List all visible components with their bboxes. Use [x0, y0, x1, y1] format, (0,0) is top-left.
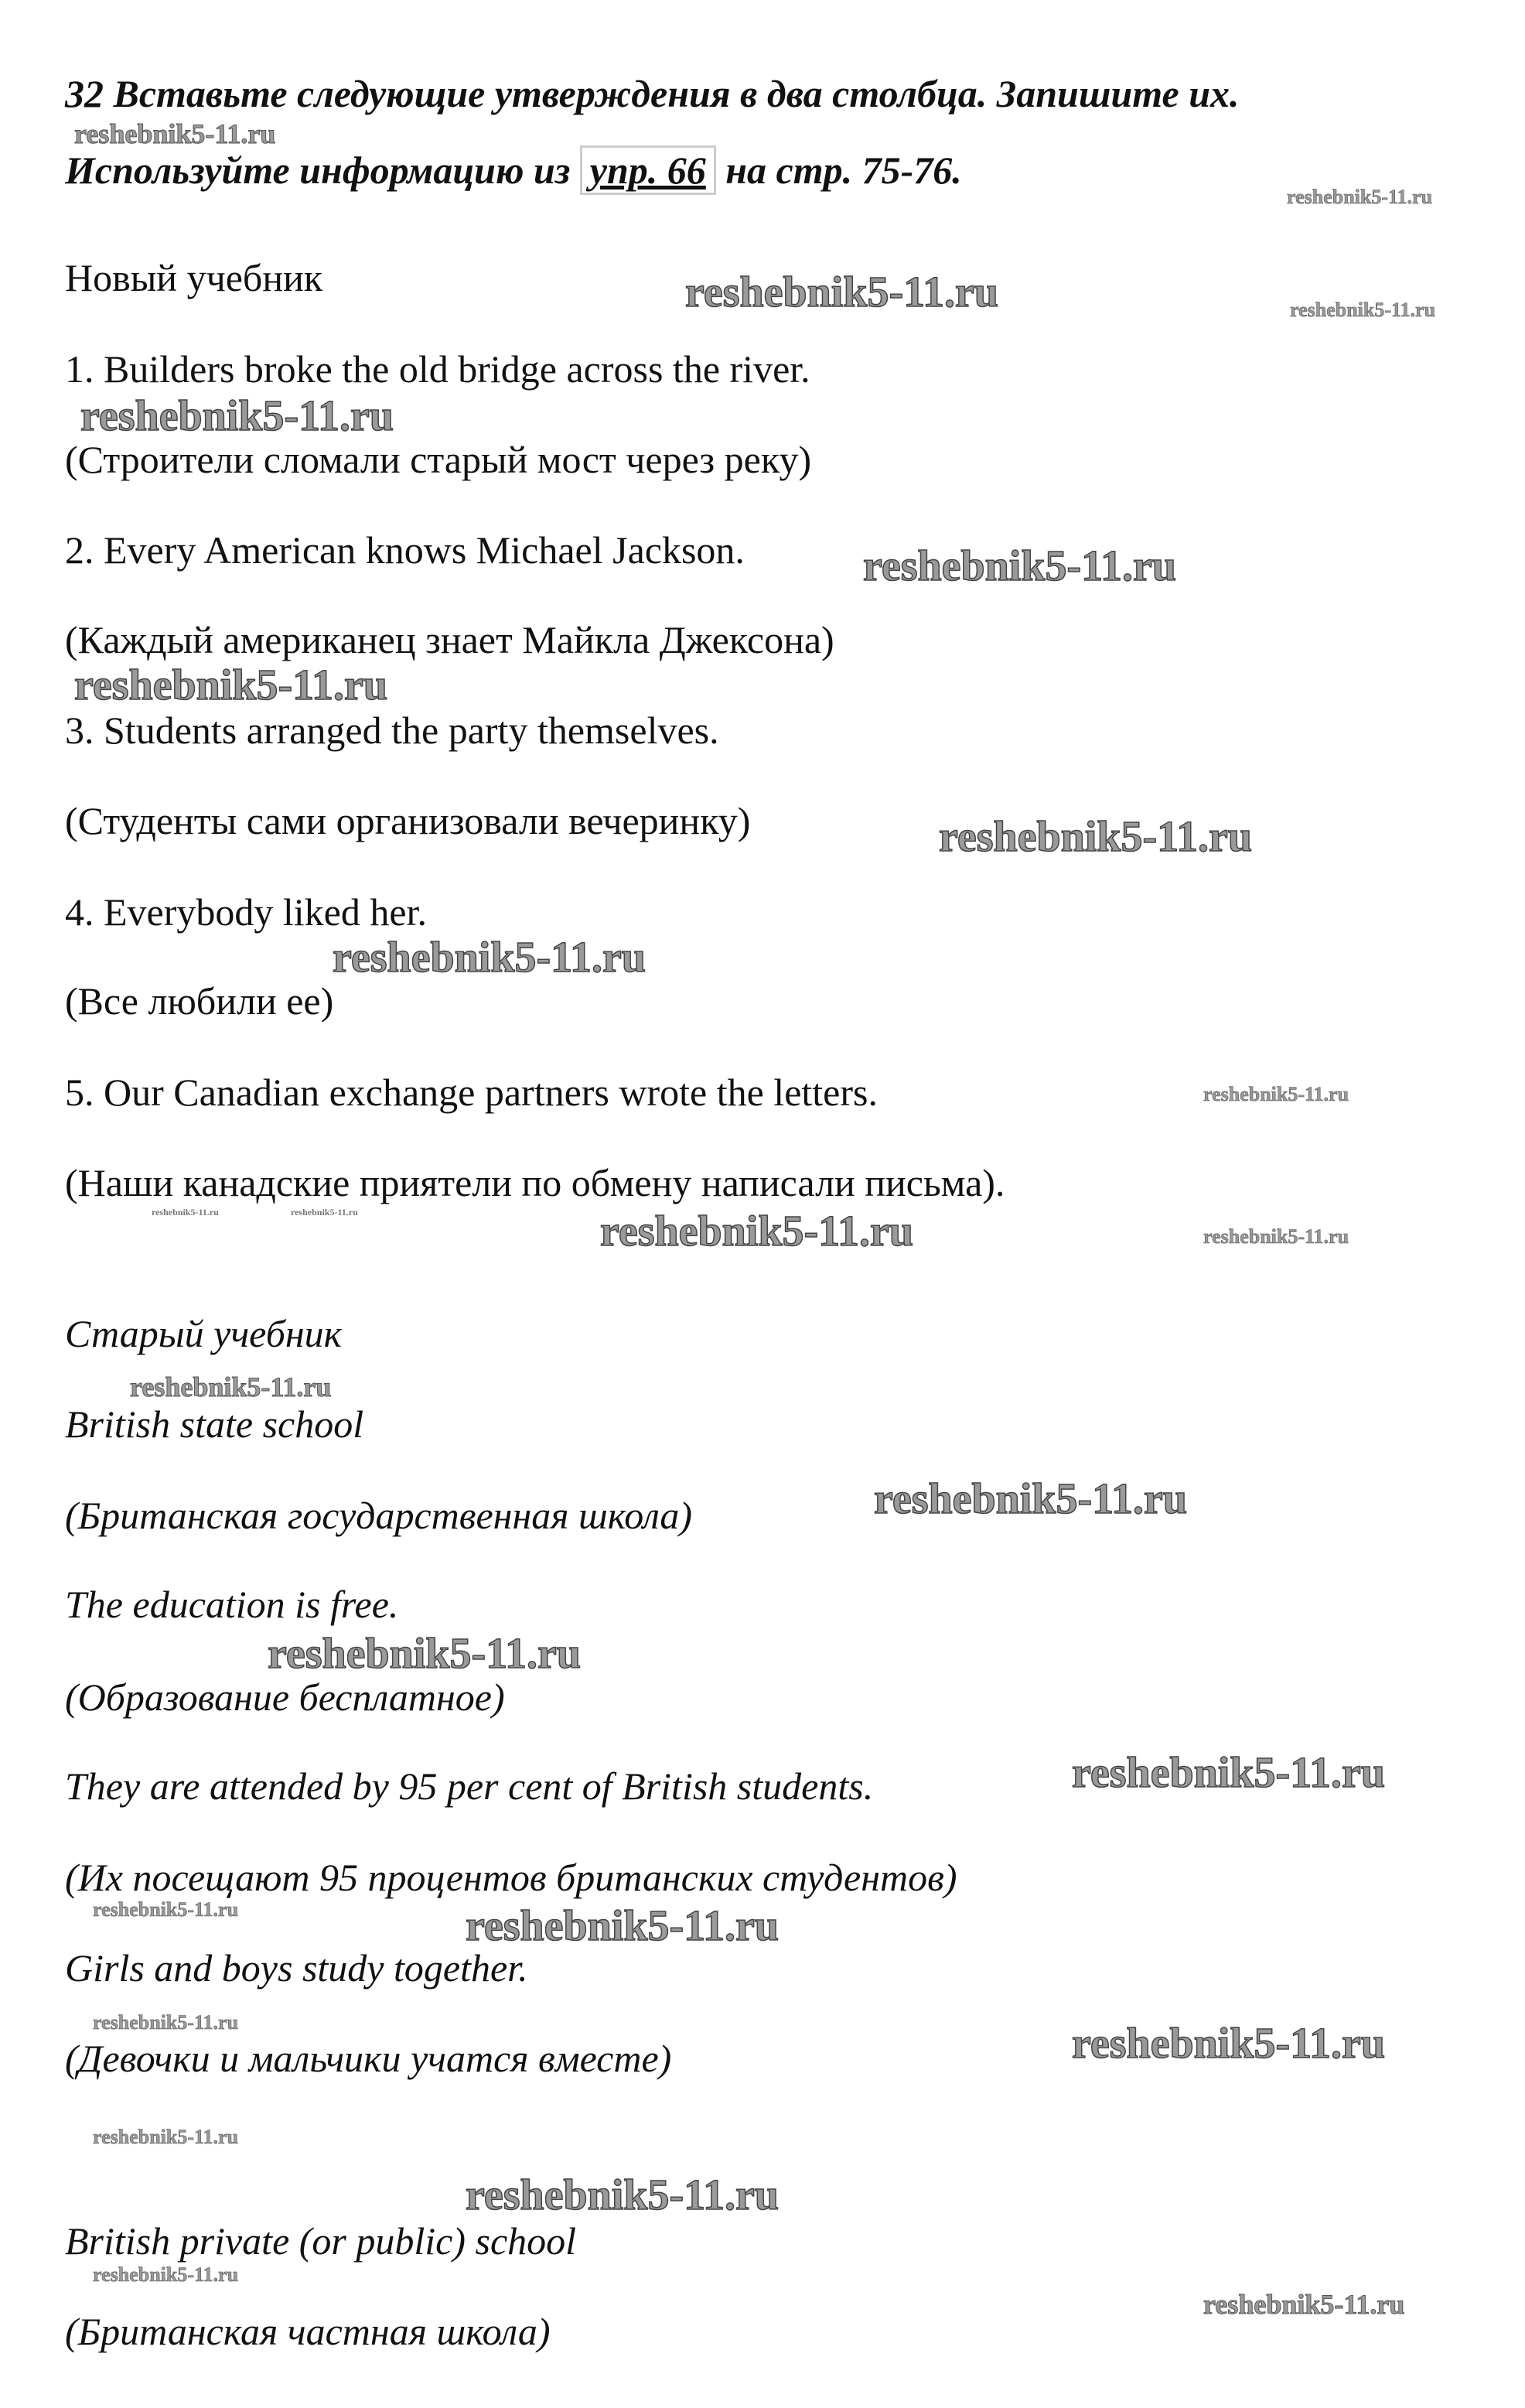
watermark: reshebnik5-11.ru [93, 2126, 239, 2148]
watermark: reshebnik5-11.ru [466, 2171, 780, 2219]
watermark: reshebnik5-11.ru [939, 813, 1253, 861]
watermark: reshebnik5-11.ru [74, 661, 388, 709]
watermark: reshebnik5-11.ru [1203, 2289, 1405, 2320]
watermark: reshebnik5-11.ru [291, 1207, 358, 1218]
watermark: reshebnik5-11.ru [333, 934, 647, 982]
watermark: reshebnik5-11.ru [874, 1475, 1188, 1523]
watermark: reshebnik5-11.ru [1072, 2020, 1386, 2068]
list-item: (Каждый американец знает Майкла Джексона) [65, 618, 834, 661]
list-item: (Их посещают 95 процентов британских студентов) [65, 1856, 957, 1899]
watermark: reshebnik5-11.ru [74, 118, 276, 149]
list-item: (Образование бесплатное) [65, 1675, 505, 1719]
list-item: (Все любили ее) [65, 979, 334, 1023]
watermark: reshebnik5-11.ru [685, 268, 999, 316]
watermark: reshebnik5-11.ru [93, 2011, 239, 2034]
exercise-link[interactable]: упр. 66 [580, 145, 716, 195]
watermark: reshebnik5-11.ru [80, 392, 394, 440]
watermark: reshebnik5-11.ru [1287, 186, 1433, 208]
list-item: (Девочки и мальчики учатся вместе) [65, 2037, 672, 2080]
watermark: reshebnik5-11.ru [1290, 299, 1436, 321]
watermark: reshebnik5-11.ru [600, 1207, 914, 1255]
exercise-instruction [65, 145, 962, 195]
list-item: (Британская частная школа) [65, 2310, 551, 2353]
watermark: reshebnik5-11.ru [130, 1371, 332, 1402]
watermark: reshebnik5-11.ru [1203, 1083, 1349, 1105]
list-item: (Британская государственная школа) [65, 1494, 693, 1537]
list-item: (Строители сломали старый мост через реку) [65, 438, 812, 481]
list-item: The education is free. [65, 1583, 399, 1626]
watermark: reshebnik5-11.ru [1072, 1749, 1386, 1797]
watermark: reshebnik5-11.ru [268, 1630, 582, 1678]
list-item: British state school [65, 1402, 364, 1446]
instruction-text: на стр. 75-76. [725, 149, 962, 192]
list-item: (Наши канадские приятели по обмену написали письма). [65, 1161, 1005, 1204]
list-item: 5. Our Canadian exchange partners wrote the letters. [65, 1071, 878, 1114]
watermark: reshebnik5-11.ru [863, 542, 1177, 590]
list-item: 3. Students arranged the party themselves. [65, 709, 719, 752]
list-item: 4. Everybody liked her. [65, 890, 427, 934]
exercise-heading: 32 Вставьте следующие утверждения в два столбца. Запишите их. [65, 72, 1240, 115]
watermark: reshebnik5-11.ru [93, 1898, 239, 1921]
list-item: Girls and boys study together. [65, 1946, 528, 1990]
watermark: reshebnik5-11.ru [152, 1207, 219, 1218]
old-book-title: Старый учебник [65, 1312, 343, 1355]
list-item: They are attended by 95 per cent of British students. [65, 1764, 874, 1808]
list-item: (Студенты сами организовали вечеринку) [65, 799, 751, 842]
list-item: 2. Every American knows Michael Jackson. [65, 528, 745, 572]
watermark: reshebnik5-11.ru [466, 1902, 780, 1950]
watermark: reshebnik5-11.ru [93, 2263, 239, 2286]
watermark: reshebnik5-11.ru [1203, 1225, 1349, 1248]
new-book-title: Новый учебник [65, 256, 323, 299]
list-item: British private (or public) school [65, 2219, 577, 2263]
list-item: 1. Builders broke the old bridge across the river. [65, 347, 810, 391]
instruction-text: Используйте информацию из [65, 149, 571, 192]
